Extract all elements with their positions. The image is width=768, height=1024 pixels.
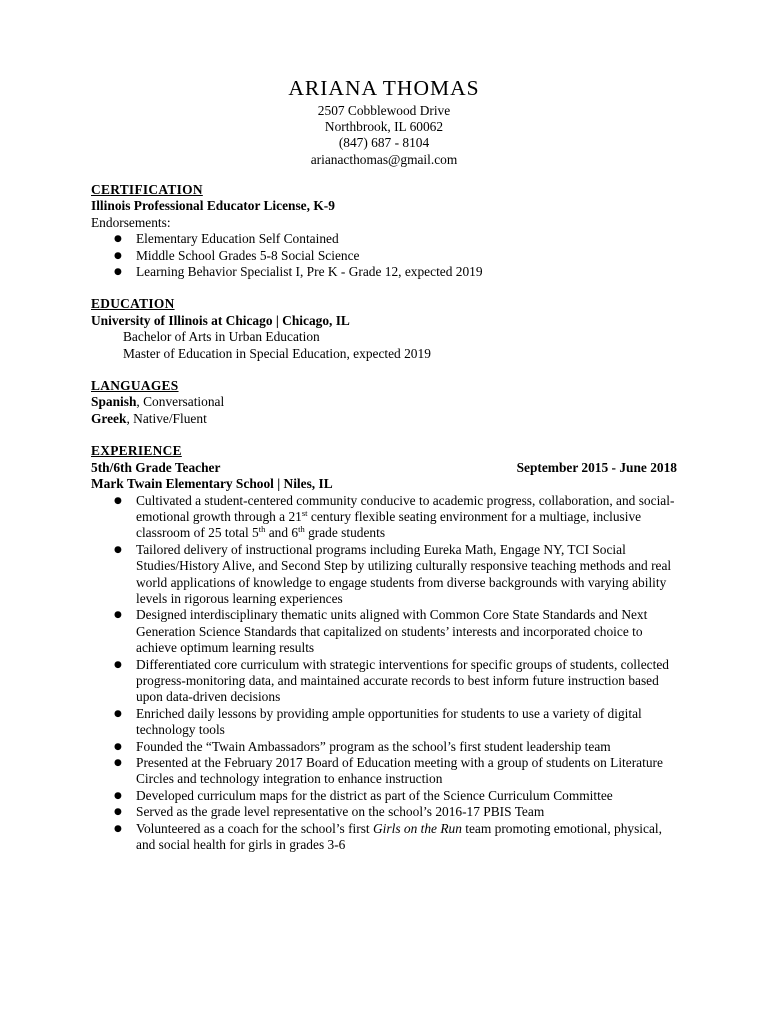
bullet-text: grade students [304, 525, 386, 541]
certification-section [91, 182, 677, 280]
resume-header [0, 76, 768, 168]
resume-body [91, 182, 677, 853]
license-title: Illinois Professional Educator License, K-9 [91, 198, 335, 214]
list-item: ● Middle School Grades 5-8 Social Science [91, 248, 677, 264]
degree-bachelor: Bachelor of Arts in Urban Education [123, 329, 320, 345]
list-item: ● Enriched daily lessons by providing ample opportunities for students to use a variety of digital technology tools [91, 706, 677, 739]
bullet-text: and 6 [265, 525, 299, 541]
ordinal-suffix: th [258, 524, 266, 535]
section-title-certification: CERTIFICATION [91, 182, 203, 197]
bullet-text: century flexible seating environment for a multiage, inclusive classroom of 25 total 5 [136, 508, 642, 541]
job-header [91, 460, 677, 476]
language-name: Spanish [91, 394, 137, 410]
address-line-2: Northbrook, IL 60062 [324, 119, 444, 135]
section-title-experience: EXPERIENCE [91, 443, 182, 459]
list-item: ● Tailored delivery of instructional programs including Eureka Math, Engage NY, TCI Social Studies/History Alive, and Second Step by utilizing culturally responsive teaching methods and real world applications of knowledge to engage students from diverse backgrounds with varying ability levels in rigorous learning experiences [91, 542, 677, 608]
list-item: ● Elementary Education Self Contained [91, 231, 677, 247]
school-name: University of Illinois at Chicago | Chicago, IL [91, 312, 350, 328]
list-item [91, 821, 677, 854]
bullet-text: Cultivated a student-centered community conducive to academic progress, collaboration, and social-emotional growth through a 21 [136, 492, 675, 524]
degree-master: Master of Education in Special Education, expected 2019 [123, 345, 431, 361]
list-item: ● Learning Behavior Specialist I, Pre K - Grade 12, expected 2019 [91, 264, 677, 280]
experience-list [91, 493, 677, 854]
job-role: 5th/6th Grade Teacher [91, 459, 221, 475]
ordinal-suffix: th [298, 524, 305, 535]
address-line-1: 2507 Cobblewood Drive [317, 103, 451, 118]
endorsement-list [91, 231, 677, 280]
bullet-text: Volunteered as a coach for the school’s first [136, 820, 373, 836]
bullet-text: team promoting emotional, physical, and social health for girls in grades 3-6 [136, 820, 662, 853]
language-level: , Native/Fluent [126, 410, 207, 426]
language-item [91, 411, 677, 427]
list-item: ● Developed curriculum maps for the district as part of the Science Curriculum Committee [91, 788, 677, 804]
language-level: , Conversational [136, 394, 225, 410]
list-item: ● Designed interdisciplinary thematic units aligned with Common Core State Standards and Next Generation Science Standards that capitalized on students’ interests and incorporated choice to achieve optimum learning results [91, 607, 677, 656]
list-item: ● Founded the “Twain Ambassadors” program as the school’s first student leadership team [91, 739, 677, 755]
employer-name: Mark Twain Elementary School | Niles, IL [91, 476, 333, 492]
section-title-education: EDUCATION [91, 296, 175, 312]
list-item: ● Presented at the February 2017 Board of Education meeting with a group of students on Literature Circles and technology integration to enhance instruction [91, 755, 677, 788]
education-section [91, 296, 677, 362]
experience-section [91, 443, 677, 853]
section-title-languages: LANGUAGES [91, 378, 179, 394]
language-name: Greek [91, 410, 127, 426]
program-name: Girls on the Run [373, 820, 462, 836]
email-address: arianacthomas@gmail.com [310, 151, 458, 167]
languages-section [91, 378, 677, 427]
endorsements-label: Endorsements: [91, 214, 171, 230]
candidate-name: ARIANA THOMAS [288, 76, 480, 100]
list-item [91, 493, 677, 542]
phone-number: (847) 687 - 8104 [338, 135, 430, 151]
list-item: ● Differentiated core curriculum with strategic interventions for specific groups of students, collected progress-monitoring data, and maintained accurate records to best inform future instruction based upon data-driven decisions [91, 657, 677, 706]
list-item: ● Served as the grade level representative on the school’s 2016-17 PBIS Team [91, 804, 677, 820]
language-item [91, 394, 677, 410]
job-dates: September 2015 - June 2018 [516, 459, 677, 475]
ordinal-suffix: st [301, 507, 308, 518]
